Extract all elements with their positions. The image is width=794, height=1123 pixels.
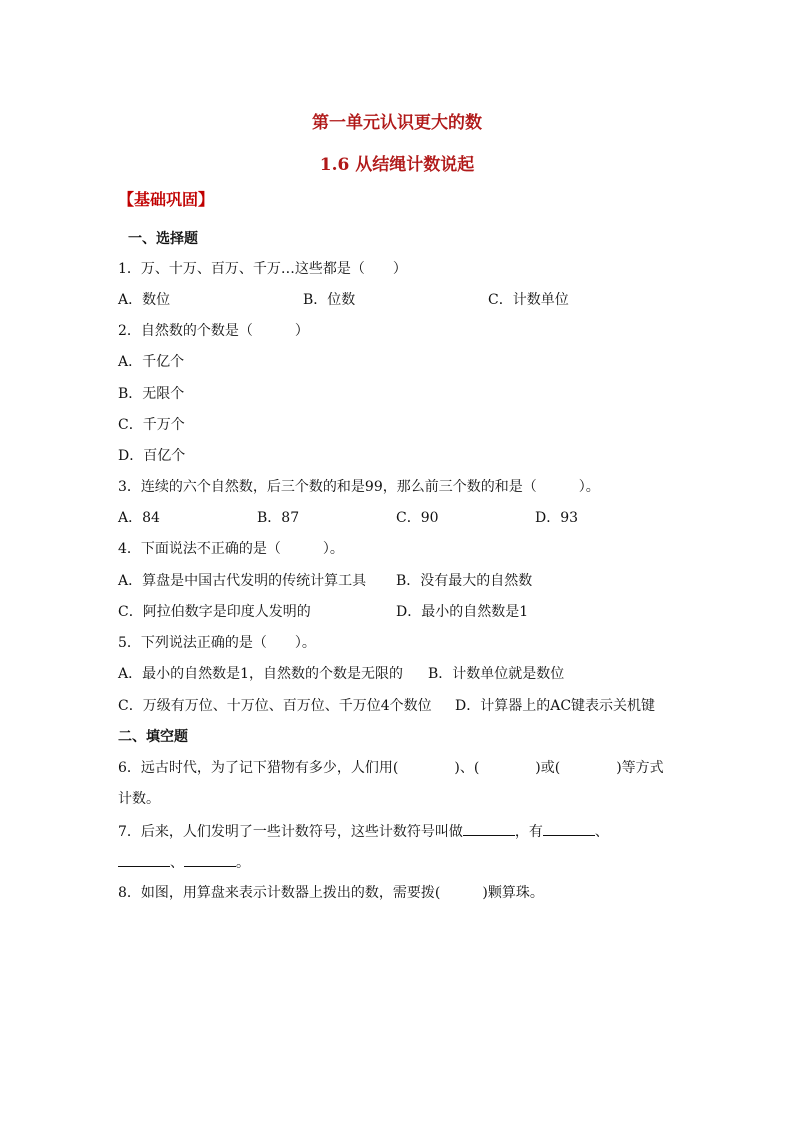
question-8-stem: 8．如图，用算盘来表示计数器上拨出的数，需要拨( )颗算珠。 xyxy=(118,885,544,901)
question-2-option-c: C．千万个 xyxy=(118,417,185,433)
question-3-option-d: D．93 xyxy=(535,510,579,526)
question-5-option-c: C．万级有万位、十万位、百万位、千万位4个数位 xyxy=(118,698,432,714)
question-6-line-2: 计数。 xyxy=(118,791,160,807)
question-7-text-2: ，有 xyxy=(514,824,543,840)
question-5-option-d: D．计算器上的AC键表示关机键 xyxy=(455,698,656,714)
lesson-title: 1.6 从结绳计数说起 xyxy=(319,155,475,175)
answer-blank[interactable] xyxy=(463,822,515,836)
answer-blank[interactable] xyxy=(118,853,170,867)
question-2-stem: 2．自然数的个数是（ ） xyxy=(118,323,309,339)
answer-blank[interactable] xyxy=(184,853,236,867)
unit-title: 第一单元认识更大的数 xyxy=(312,113,482,133)
question-2-option-d: D．百亿个 xyxy=(118,448,186,464)
question-4-option-a: A．算盘是中国古代发明的传统计算工具 xyxy=(118,573,367,589)
question-7-text-5: 。 xyxy=(236,855,250,871)
question-7-text-1: 7．后来，人们发明了一些计数符号，这些计数符号叫做 xyxy=(118,824,463,840)
question-2-option-b: B．无限个 xyxy=(118,386,185,402)
question-5-option-b: B．计数单位就是数位 xyxy=(428,666,565,682)
answer-blank[interactable] xyxy=(543,822,595,836)
question-7-line-2 xyxy=(118,853,250,872)
question-2-option-a: A．千亿个 xyxy=(118,354,185,370)
question-5-stem: 5．下列说法正确的是（ ）。 xyxy=(118,635,316,651)
question-7-text-4: 、 xyxy=(170,855,184,871)
question-7-text-3: 、 xyxy=(594,824,609,840)
question-6-line-1: 6．远古时代，为了记下猎物有多少，人们用( )、( )或( )等方式 xyxy=(118,760,664,776)
question-5-option-a: A．最小的自然数是1，自然数的个数是无限的 xyxy=(118,666,404,682)
section-basic-heading: 【基础巩固】 xyxy=(118,190,215,209)
question-3-option-c: C．90 xyxy=(396,510,439,526)
question-4-option-b: B．没有最大的自然数 xyxy=(396,573,533,589)
question-1-option-a: A．数位 xyxy=(118,292,171,308)
part1-heading: 一、选择题 xyxy=(128,231,198,247)
question-3-option-b: B．87 xyxy=(257,510,300,526)
part2-heading: 二、填空题 xyxy=(118,729,188,745)
question-1-option-c: C．计数单位 xyxy=(488,292,569,308)
question-4-option-d: D．最小的自然数是1 xyxy=(396,604,529,620)
question-1-stem: 1．万、十万、百万、千万…这些都是（ ） xyxy=(118,261,407,277)
question-3-option-a: A．84 xyxy=(118,510,160,526)
question-4-option-c: C．阿拉伯数字是印度人发明的 xyxy=(118,604,311,620)
question-7-line-1 xyxy=(118,822,609,841)
question-4-stem: 4．下面说法不正确的是（ ）。 xyxy=(118,541,344,557)
question-3-stem: 3．连续的六个自然数，后三个数的和是99，那么前三个数的和是（ ）。 xyxy=(118,479,600,495)
question-1-option-b: B．位数 xyxy=(303,292,356,308)
